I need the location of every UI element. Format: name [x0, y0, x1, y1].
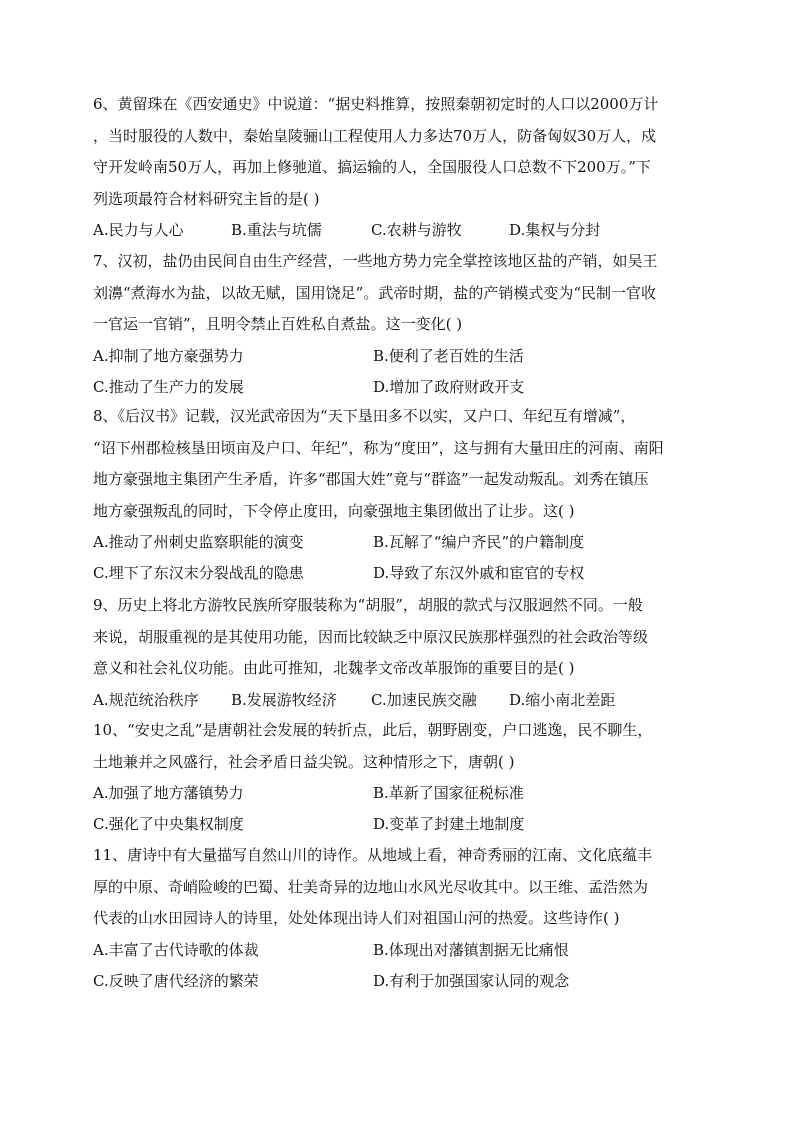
question-stem-line: 守开发岭南50万人，再加上修驰道、搞运输的人，全国服役人口总数不下200万。”下: [93, 158, 651, 176]
option-a: A.规范统治秩序: [93, 690, 199, 709]
option-d: D.缩小南北差距: [509, 690, 616, 709]
question-stem-line: 列选项最符合材料研究主旨的是( ): [93, 189, 320, 208]
question-stem-line: 厚的中原、奇峭险峻的巴蜀、壮美奇异的边地山水风光尽收其中。以王维、孟浩然为: [93, 877, 649, 896]
question-stem-line: 意义和社会礼仪功能。由此可推知，北魏孝文帝改革服饰的重要目的是( ): [93, 659, 575, 677]
option-b: B.发展游牧经济: [231, 690, 337, 709]
question-8: [93, 401, 705, 589]
question-stem-line: 一官运一官销”，且明令禁止百姓私自煮盐。这一变化( ): [93, 315, 463, 333]
options-grid: [93, 341, 705, 403]
option-a: A.推动了州刺史监察职能的演变: [93, 533, 304, 551]
option-a: A.抑制了地方豪强势力: [93, 346, 244, 365]
option-c: C.埋下了东汉末分裂战乱的隐患: [93, 564, 304, 582]
question-stem-line: 9、历史上将北方游牧民族所穿服装称为“胡服”，胡服的款式与汉服迥然不同。一般: [93, 596, 643, 614]
option-b: B.革新了国家征税标准: [373, 784, 524, 802]
question-11: [93, 840, 705, 997]
question-stem-line: 地方豪强地主集团产生矛盾，许多“郡国大姓”竟与“群盗”一起发动叛乱。刘秀在镇压: [93, 470, 649, 488]
option-a: A.加强了地方藩镇势力: [93, 784, 244, 802]
question-6: [93, 89, 705, 246]
options-grid: [93, 778, 705, 840]
options-row: [93, 685, 705, 716]
options-grid: [93, 527, 705, 589]
options-row: [93, 215, 705, 246]
question-stem-line: ，当时服役的人数中，秦始皇陵骊山工程使用人力多达70万人，防备匈奴30万人，戍: [93, 126, 657, 145]
option-d: D.增加了政府财政开支: [373, 377, 525, 396]
question-10: [93, 715, 705, 840]
option-d: D.变革了封建土地制度: [373, 815, 525, 833]
option-c: C.加速民族交融: [371, 690, 477, 709]
question-stem-line: 来说，胡服重视的是其使用功能，因而比较缺乏中原汉民族那样强烈的社会政治等级: [93, 627, 649, 646]
option-d: D.集权与分封: [509, 221, 601, 239]
option-d: D.导致了东汉外戚和宦官的专权: [373, 564, 585, 582]
option-b: B.便利了老百姓的生活: [373, 346, 524, 365]
option-c: C.反映了唐代经济的繁荣: [93, 971, 259, 990]
question-stem-line: 土地兼并之风盛行，社会矛盾日益尖锐。这种情形之下，唐朝( ): [93, 752, 515, 771]
question-stem-line: 刘濞“煮海水为盐，以故无赋，国用饶足”。武帝时期，盐的产销模式变为“民制一官收: [93, 283, 657, 302]
option-a: A.丰富了古代诗歌的体裁: [93, 940, 259, 959]
question-stem-line: 10、“安史之乱”是唐朝社会发展的转折点，此后，朝野剧变，户口逃逸，民不聊生，: [93, 721, 653, 739]
question-stem-line: 代表的山水田园诗人的诗里，处处体现出诗人们对祖国山河的热爱。这些诗作( ): [93, 909, 620, 927]
question-stem-line: 7、汉初，盐仍由民间自由生产经营，一些地方势力完全掌控该地区盐的产销，如吴王: [93, 252, 658, 270]
option-b: B.体现出对藩镇割据无比痛恨: [373, 940, 569, 959]
question-stem-line: 11、唐诗中有大量描写自然山川的诗作。从地域上看，神奇秀丽的江南、文化底蕴丰: [93, 846, 653, 864]
question-stem-line: 8、《后汉书》记载，汉光武帝因为“天下垦田多不以实，又户口、年纪互有增减”，: [93, 407, 636, 425]
option-c: C.强化了中央集权制度: [93, 815, 244, 833]
option-a: A.民力与人心: [93, 221, 184, 239]
option-b: B.瓦解了“编户齐民”的户籍制度: [373, 533, 585, 551]
option-d: D.有利于加强国家认同的观念: [373, 971, 570, 990]
question-7: [93, 246, 705, 403]
question-stem-line: “诏下州郡检核垦田顷亩及户口、年纪”，称为“度田”，这与拥有大量田庄的河南、南阳: [93, 438, 664, 457]
option-c: C.农耕与游牧: [371, 221, 462, 239]
question-stem-line: 6、黄留珠在《西安通史》中说道：“据史料推算，按照秦朝初定时的人口以2000万计: [93, 95, 659, 113]
question-stem-line: 地方豪强叛乱的同时，下令停止度田，向豪强地主集团做出了让步。这( ): [93, 501, 575, 520]
question-9: [93, 590, 705, 716]
options-grid: [93, 935, 705, 997]
option-c: C.推动了生产力的发展: [93, 377, 244, 396]
option-b: B.重法与坑儒: [231, 221, 322, 239]
